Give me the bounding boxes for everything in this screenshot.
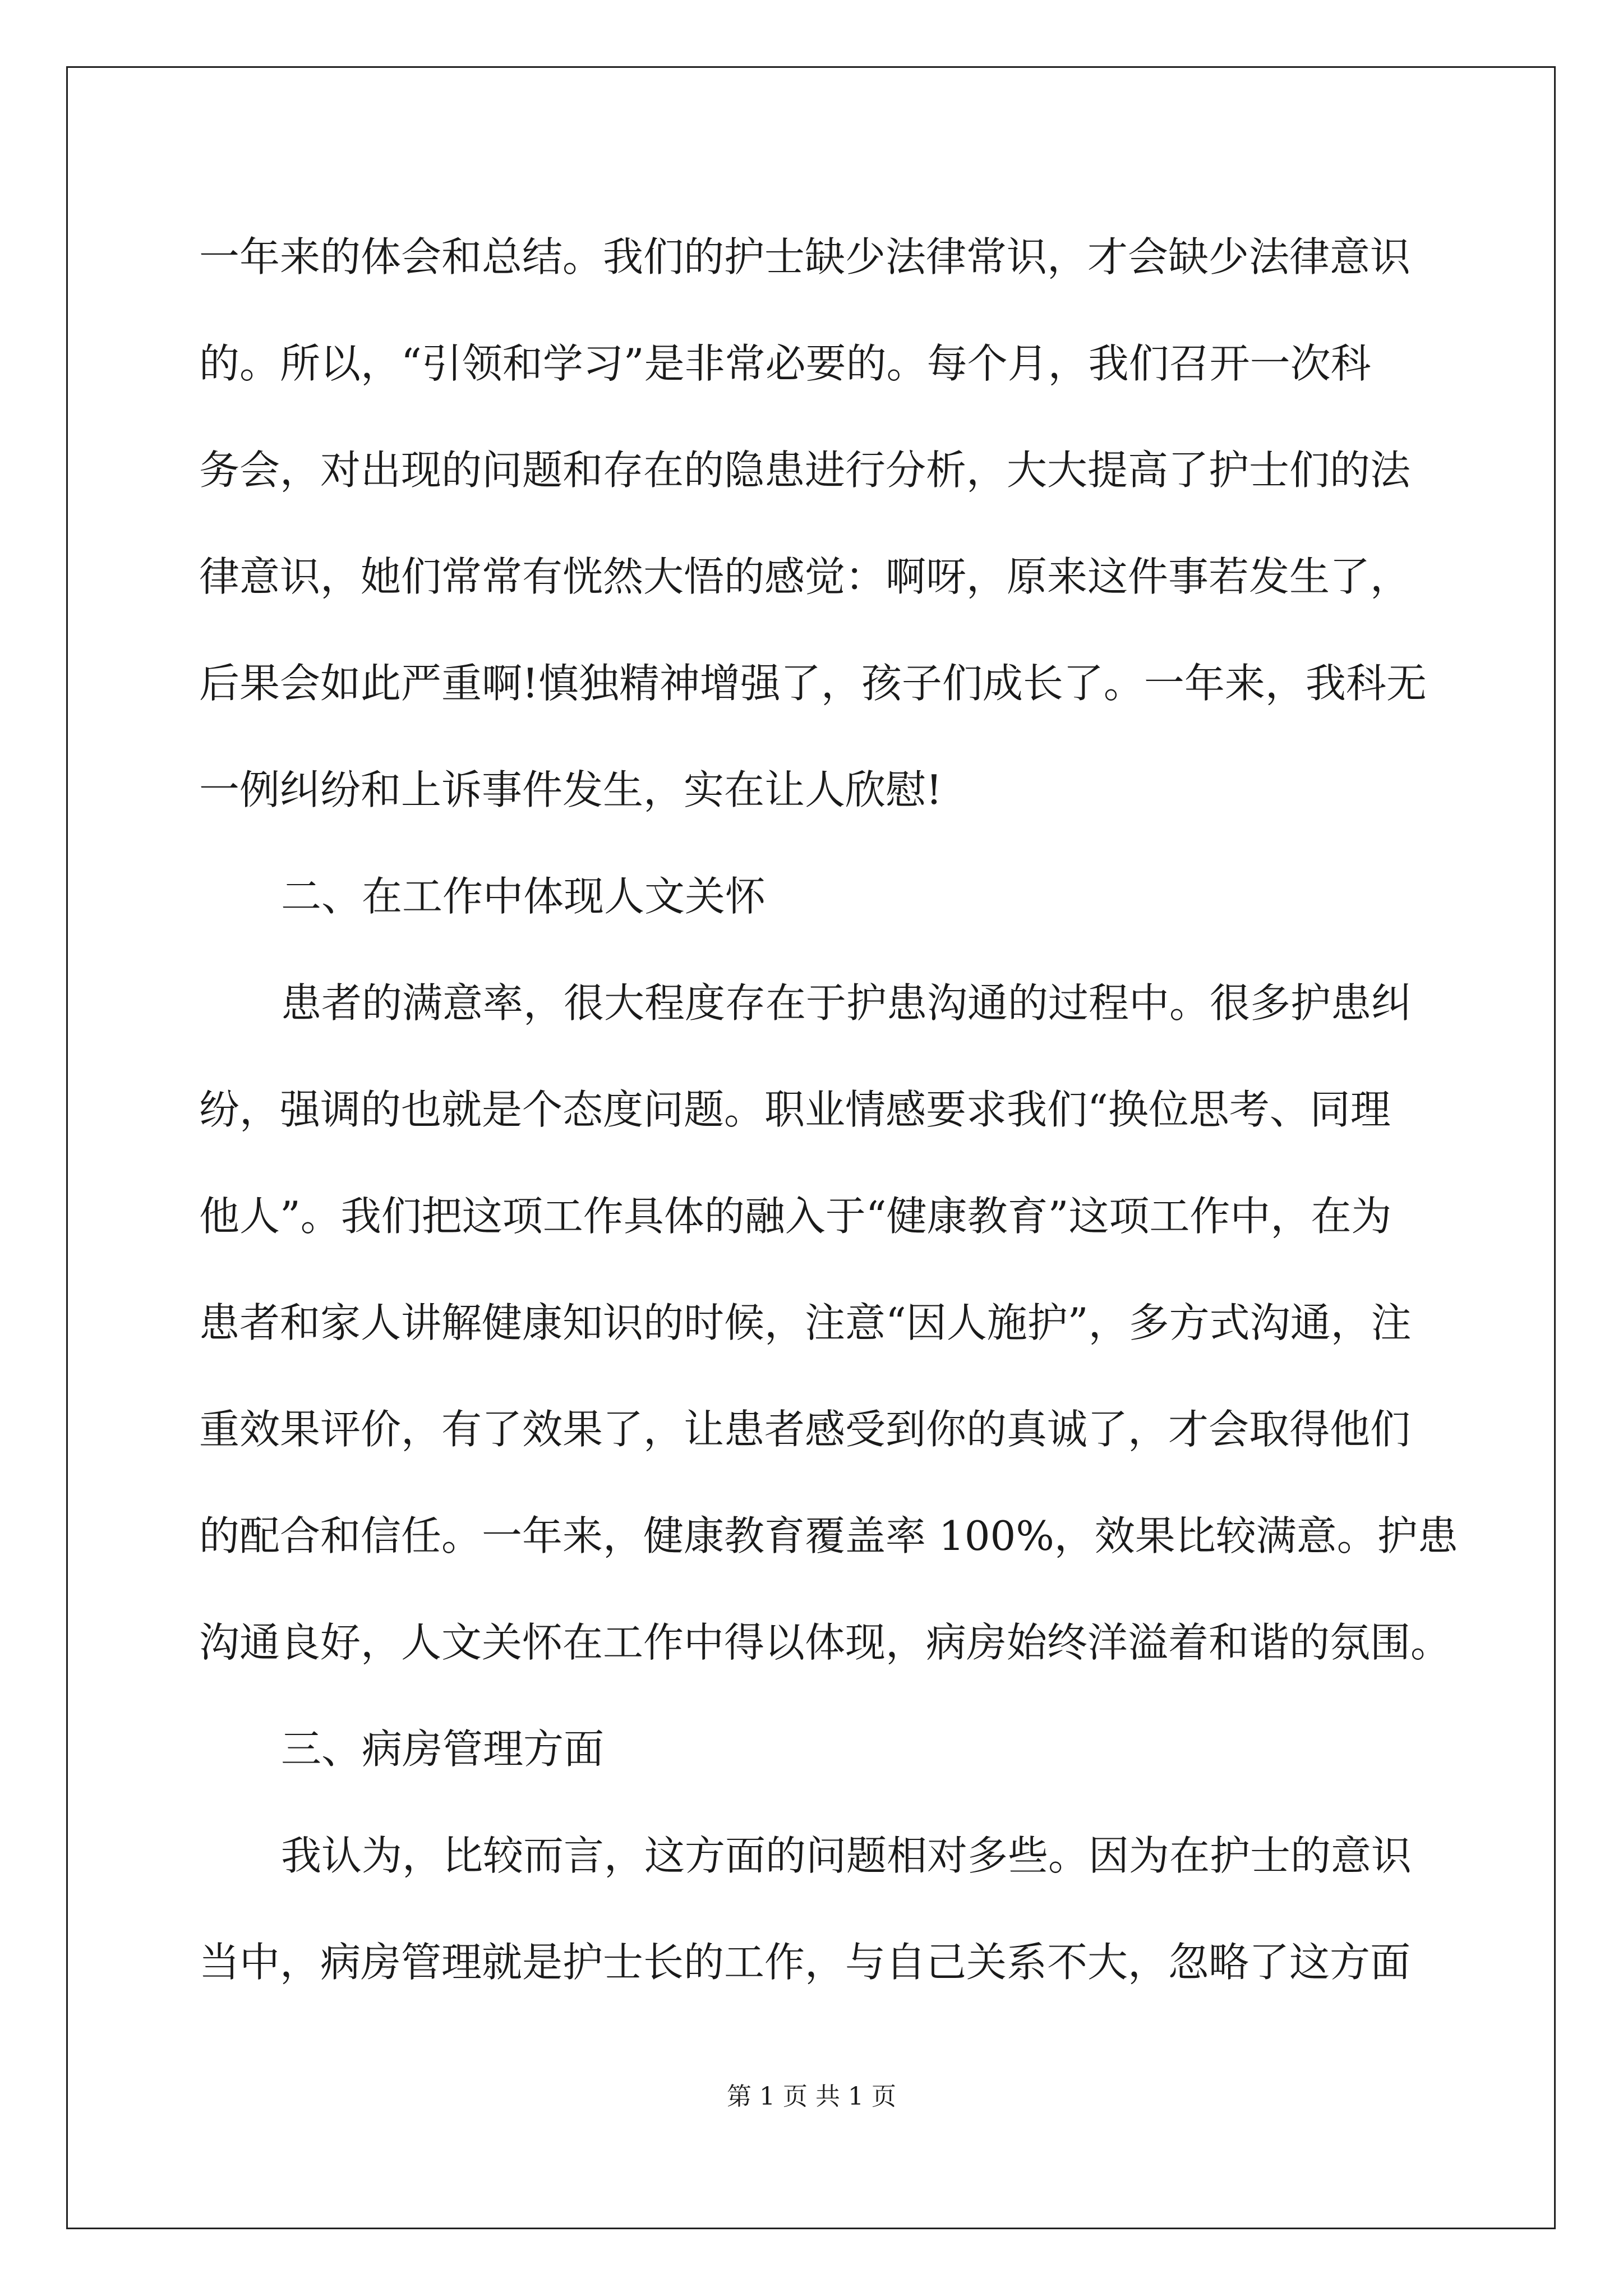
text-line: 我认为，比较而言，这方面的问题相对多些。因为在护士的意识 — [281, 1832, 1412, 1879]
section-heading: 二、在工作中体现人文关怀 — [281, 873, 766, 920]
section-heading: 三、病房管理方面 — [281, 1726, 605, 1773]
text-line: 纷，强调的也就是个态度问题。职业情感要求我们“换位思考、同理 — [199, 1086, 1391, 1133]
text-line: 沟通良好，人文关怀在工作中得以体现，病房始终洋溢着和谐的氛围。 — [199, 1619, 1451, 1666]
text-line: 他人”。我们把这项工作具体的融入于“健康教育”这项工作中，在为 — [199, 1193, 1392, 1240]
text-line: 后果会如此严重啊!慎独精神增强了，孩子们成长了。一年来，我科无 — [199, 660, 1427, 707]
text-line: 律意识，她们常常有恍然大悟的感觉：啊呀，原来这件事若发生了， — [199, 553, 1411, 600]
text-line: 务会，对出现的问题和存在的隐患进行分析，大大提高了护士们的法 — [199, 447, 1411, 494]
text-line: 一年来的体会和总结。我们的护士缺少法律常识，才会缺少法律意识 — [199, 233, 1411, 280]
text-line: 的配合和信任。一年来，健康教育覆盖率 100%，效果比较满意。护患 — [199, 1512, 1458, 1559]
text-line: 当中，病房管理就是护士长的工作，与自己关系不大，忽略了这方面 — [199, 1939, 1411, 1986]
page-number: 第 1 页 共 1 页 — [727, 2082, 896, 2111]
text-line: 的。所以，“引领和学习”是非常必要的。每个月，我们召开一次科 — [199, 340, 1371, 387]
text-line: 患者和家人讲解健康知识的时候，注意“因人施护”，多方式沟通，注 — [199, 1299, 1412, 1346]
text-line: 一例纠纷和上诉事件发生，实在让人欣慰! — [199, 766, 942, 813]
text-line: 患者的满意率，很大程度存在于护患沟通的过程中。很多护患纠 — [281, 979, 1412, 1027]
text-line: 重效果评价，有了效果了，让患者感受到你的真诚了，才会取得他们 — [199, 1406, 1411, 1453]
